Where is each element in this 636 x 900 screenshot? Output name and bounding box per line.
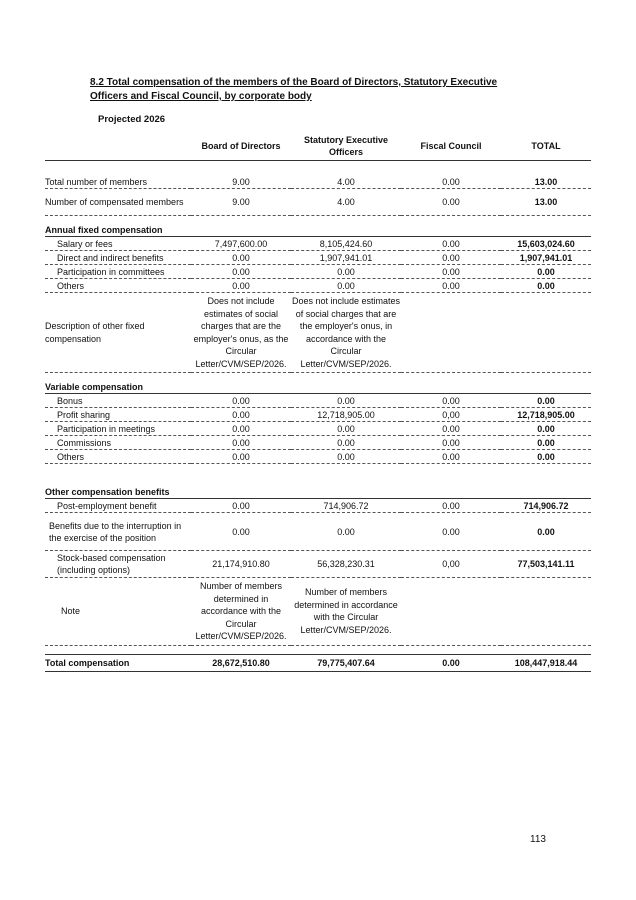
cell-total: 0.00 bbox=[501, 265, 591, 279]
cell: 4.00 bbox=[291, 189, 401, 216]
cell: 0.00 bbox=[401, 394, 501, 408]
table-row bbox=[45, 265, 591, 279]
cell: 1,907,941.01 bbox=[291, 251, 401, 265]
section-title: Other compensation benefits bbox=[45, 464, 291, 499]
cell: 0.00 bbox=[291, 513, 401, 551]
cell-total: 13.00 bbox=[501, 189, 591, 216]
cell: 4.00 bbox=[291, 175, 401, 189]
cell: 0.00 bbox=[191, 436, 291, 450]
section-header bbox=[45, 373, 591, 394]
cell: 0.00 bbox=[401, 279, 501, 293]
cell-total: 12,718,905.00 bbox=[501, 408, 591, 422]
table-row bbox=[45, 251, 591, 265]
row-label: Total number of members bbox=[45, 175, 191, 189]
col-board: Board of Directors bbox=[191, 132, 291, 161]
cell-total: 15,603,024.60 bbox=[501, 237, 591, 251]
row-label: Participation in committees bbox=[45, 265, 191, 279]
cell: 0.00 bbox=[291, 422, 401, 436]
cell: 0,00 bbox=[401, 551, 501, 578]
row-label: Description of other fixed compensation bbox=[45, 293, 191, 373]
row-label: Post-employment benefit bbox=[45, 499, 191, 513]
row-label: Stock-based compensation (including options) bbox=[45, 551, 191, 578]
total-row bbox=[45, 654, 591, 671]
cell: 21,174,910.80 bbox=[191, 551, 291, 578]
row-label: Bonus bbox=[45, 394, 191, 408]
row-label: Total compensation bbox=[45, 654, 191, 671]
cell: 0.00 bbox=[191, 251, 291, 265]
cell: 0.00 bbox=[191, 499, 291, 513]
cell: 0.00 bbox=[191, 265, 291, 279]
row-label: Number of compensated members bbox=[45, 189, 191, 216]
cell: 0.00 bbox=[291, 265, 401, 279]
cell: 8,105,424.60 bbox=[291, 237, 401, 251]
cell: 0.00 bbox=[291, 279, 401, 293]
cell: Does not include estimates of social charges that are the employer's onus, in accordance with the Circular Letter/CVM/SEP/2026. bbox=[291, 293, 401, 373]
cell: 0.00 bbox=[291, 394, 401, 408]
cell: 7,497,600.00 bbox=[191, 237, 291, 251]
row-label: Salary or fees bbox=[45, 237, 191, 251]
table-row bbox=[45, 551, 591, 578]
table-row bbox=[45, 450, 591, 464]
table-row bbox=[45, 237, 591, 251]
table-row bbox=[45, 279, 591, 293]
table-row bbox=[45, 394, 591, 408]
header-row bbox=[45, 132, 591, 161]
cell: 714,906.72 bbox=[291, 499, 401, 513]
cell: 0.00 bbox=[191, 450, 291, 464]
page-number: 113 bbox=[530, 834, 546, 845]
table-row bbox=[45, 408, 591, 422]
row-label: Profit sharing bbox=[45, 408, 191, 422]
row-label: Commissions bbox=[45, 436, 191, 450]
cell-total: 0.00 bbox=[501, 513, 591, 551]
cell: 9.00 bbox=[191, 189, 291, 216]
section-title: Variable compensation bbox=[45, 373, 591, 394]
table-row bbox=[45, 499, 591, 513]
cell: 0.00 bbox=[401, 422, 501, 436]
cell: 0.00 bbox=[191, 513, 291, 551]
cell: 0.00 bbox=[401, 499, 501, 513]
cell-total: 108,447,918.44 bbox=[501, 654, 591, 671]
cell: Number of members determined in accordance with the Circular Letter/CVM/SEP/2026. bbox=[191, 578, 291, 646]
cell: 0.00 bbox=[401, 265, 501, 279]
section-header bbox=[45, 464, 591, 499]
table-row bbox=[45, 513, 591, 551]
cell: 0.00 bbox=[291, 436, 401, 450]
cell-total: 0.00 bbox=[501, 422, 591, 436]
cell: 0.00 bbox=[401, 237, 501, 251]
cell: 0.00 bbox=[191, 279, 291, 293]
cell-total: 77,503,141.11 bbox=[501, 551, 591, 578]
cell: 0.00 bbox=[401, 189, 501, 216]
col-fiscal: Fiscal Council bbox=[401, 132, 501, 161]
cell: 0.00 bbox=[291, 450, 401, 464]
cell: 0.00 bbox=[191, 408, 291, 422]
table-row bbox=[45, 293, 591, 373]
cell-total: 0.00 bbox=[501, 436, 591, 450]
section-heading: 8.2 Total compensation of the members of the Board of Directors, Statutory Executive Officers and Fiscal Council, by corporate body bbox=[90, 77, 498, 102]
row-label: Participation in meetings bbox=[45, 422, 191, 436]
cell: 79,775,407.64 bbox=[291, 654, 401, 671]
cell-total: 1,907,941.01 bbox=[501, 251, 591, 265]
cell: 0.00 bbox=[401, 251, 501, 265]
row-label: Direct and indirect benefits bbox=[45, 251, 191, 265]
compensation-table bbox=[45, 132, 591, 672]
cell: 0.00 bbox=[191, 394, 291, 408]
table-row bbox=[45, 189, 591, 216]
section-title: Annual fixed compensation bbox=[45, 216, 591, 237]
cell-total: 714,906.72 bbox=[501, 499, 591, 513]
table-row bbox=[45, 422, 591, 436]
row-label: Others bbox=[45, 450, 191, 464]
row-label: Benefits due to the interruption in the exercise of the position bbox=[45, 513, 191, 551]
table-row bbox=[45, 436, 591, 450]
cell: 56,328,230.31 bbox=[291, 551, 401, 578]
row-label: Others bbox=[45, 279, 191, 293]
cell: Number of members determined in accordance with the Circular Letter/CVM/SEP/2026. bbox=[291, 578, 401, 646]
cell: 0.00 bbox=[401, 436, 501, 450]
cell: 0.00 bbox=[401, 450, 501, 464]
cell-total: 0.00 bbox=[501, 394, 591, 408]
cell-total: 0.00 bbox=[501, 279, 591, 293]
row-label: Note bbox=[45, 578, 191, 646]
cell: 9.00 bbox=[191, 175, 291, 189]
table-row bbox=[45, 175, 591, 189]
cell: Does not include estimates of social charges that are the employer's onus, as the Circular Letter/CVM/SEP/2026. bbox=[191, 293, 291, 373]
col-total: TOTAL bbox=[501, 132, 591, 161]
col-officers: Statutory Executive Officers bbox=[291, 132, 401, 161]
cell-total: 13.00 bbox=[501, 175, 591, 189]
cell: 0.00 bbox=[401, 513, 501, 551]
cell: 12,718,905.00 bbox=[291, 408, 401, 422]
projection-year: Projected 2026 bbox=[98, 114, 166, 125]
cell: 0.00 bbox=[191, 422, 291, 436]
cell-total: 0.00 bbox=[501, 450, 591, 464]
cell: 0.00 bbox=[401, 654, 501, 671]
cell: 0.00 bbox=[401, 175, 501, 189]
cell: 28,672,510.80 bbox=[191, 654, 291, 671]
section-header bbox=[45, 216, 591, 237]
cell: 0,00 bbox=[401, 408, 501, 422]
table-row bbox=[45, 578, 591, 646]
